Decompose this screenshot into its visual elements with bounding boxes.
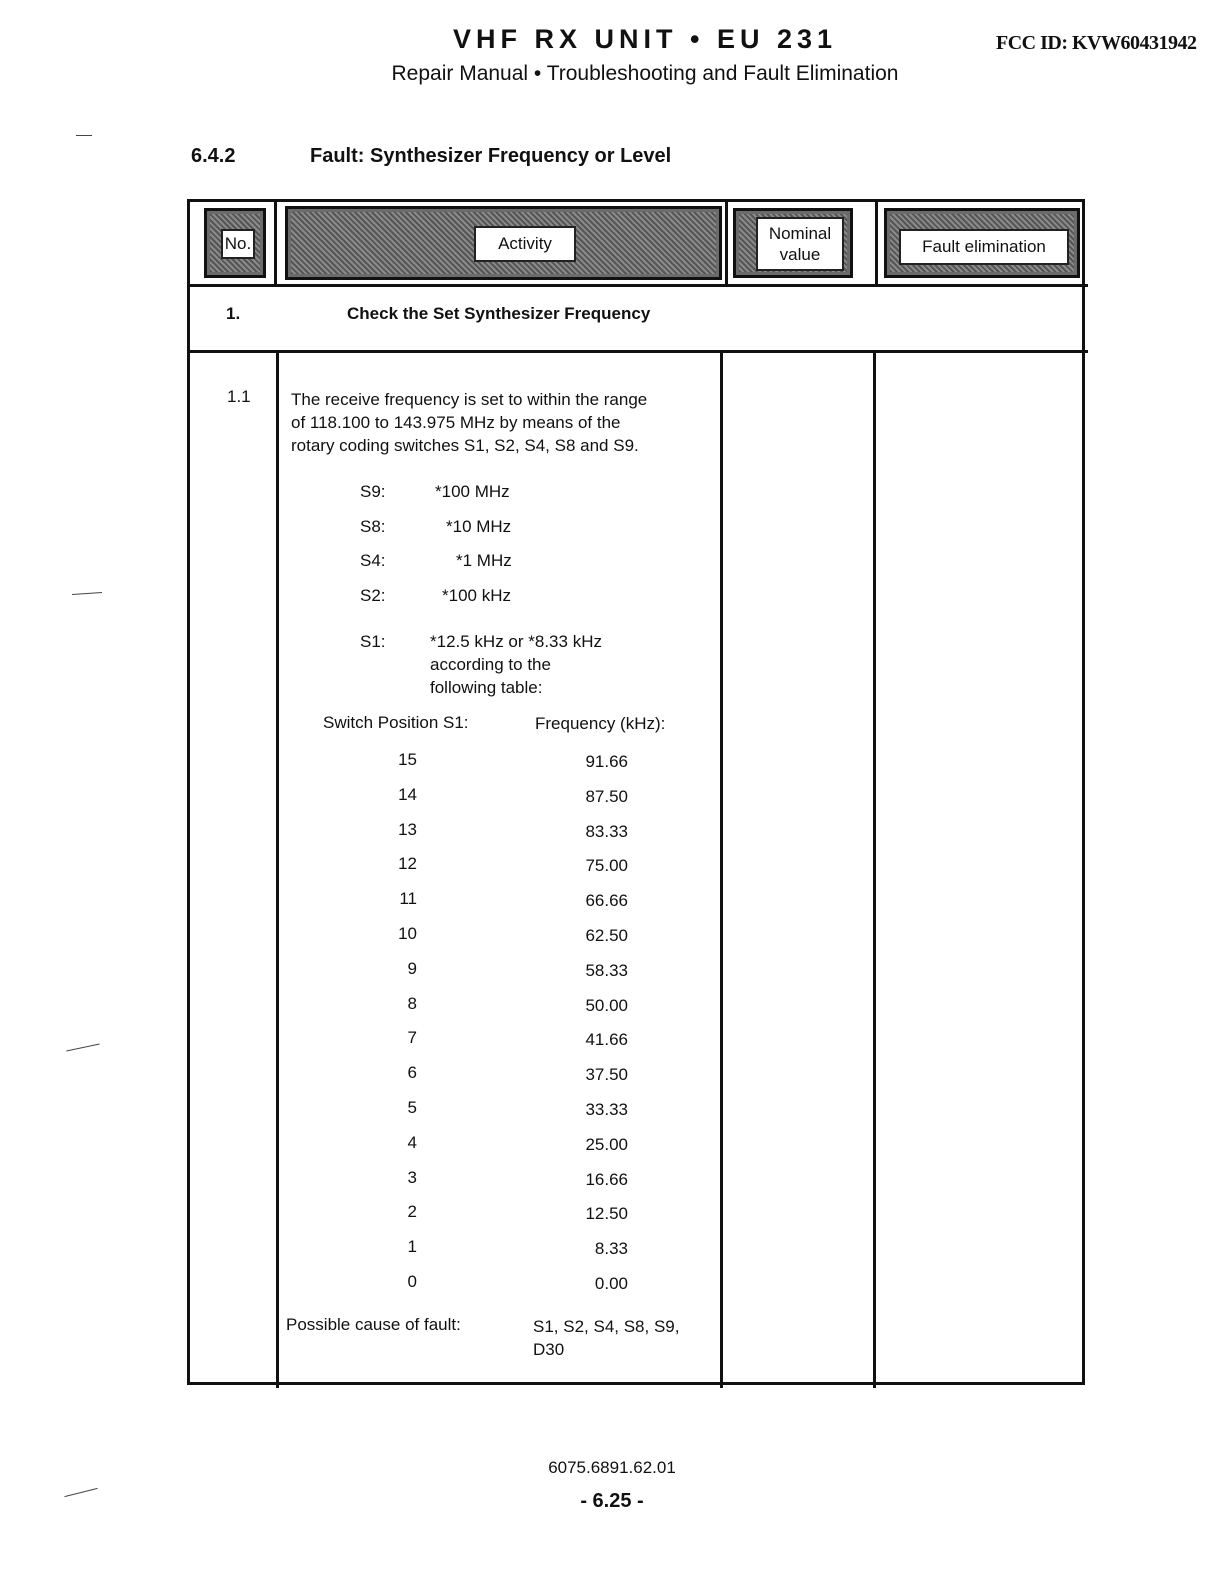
s1-line-2: according to the xyxy=(430,655,551,674)
freq-row-position: 12 xyxy=(398,854,417,874)
substep-number: 1.1 xyxy=(227,387,251,406)
freq-row-frequency: 66.66 xyxy=(585,891,628,911)
switch-value: *10 MHz xyxy=(446,517,512,536)
s1-line-3: following table: xyxy=(430,678,543,697)
freq-row-position: 9 xyxy=(407,958,417,978)
document-title: VHF RX UNIT • EU 231 xyxy=(452,24,837,54)
freq-row-frequency: 58.33 xyxy=(585,960,628,980)
freq-row-position: 5 xyxy=(407,1098,417,1117)
freq-row-position: 13 xyxy=(398,819,417,839)
freq-row-frequency: 8.33 xyxy=(594,1239,628,1259)
freq-row-frequency: 16.66 xyxy=(585,1169,628,1189)
switch-value: *100 kHz xyxy=(442,586,511,605)
possible-cause-line-2: D30 xyxy=(533,1340,565,1359)
freq-row-position: 15 xyxy=(398,750,417,769)
switch-name: S9: xyxy=(360,482,386,501)
header-fault-label: Fault elimination xyxy=(899,229,1069,265)
freq-row-frequency: 62.50 xyxy=(585,926,628,945)
freq-row-position: 14 xyxy=(398,784,417,804)
freq-row-frequency: 75.00 xyxy=(585,856,628,876)
scan-mark xyxy=(76,135,92,136)
s1-line-1: *12.5 kHz or *8.33 kHz xyxy=(430,632,602,651)
freq-row-position: 10 xyxy=(398,924,417,943)
page-number: - 6.25 - xyxy=(580,1490,644,1512)
switch-value: *100 MHz xyxy=(435,482,510,501)
section-number: 6.4.2 xyxy=(191,145,236,167)
header-activity-label: Activity xyxy=(474,226,576,262)
freq-row-position: 0 xyxy=(407,1272,417,1291)
document-subtitle: Repair Manual • Troubleshooting and Fault Elimination xyxy=(391,62,899,85)
header-cell-nominal xyxy=(733,208,853,278)
freq-row-position: 7 xyxy=(407,1028,417,1048)
possible-cause-label: Possible cause of fault: xyxy=(286,1315,461,1334)
freq-row-frequency: 12.50 xyxy=(585,1204,628,1224)
header-nominal-label: Nominal value xyxy=(756,217,844,271)
step-number: 1. xyxy=(226,304,241,323)
header-cell-no xyxy=(204,208,266,278)
switch-name: S4: xyxy=(360,551,386,570)
freq-col-position: Switch Position S1: xyxy=(323,713,469,732)
possible-cause-line-1: S1, S2, S4, S8, S9, xyxy=(533,1317,680,1336)
freq-row-frequency: 83.33 xyxy=(585,821,628,841)
intro-line-3: rotary coding switches S1, S2, S4, S8 and S9. xyxy=(291,436,639,455)
freq-row-position: 8 xyxy=(407,993,417,1013)
step-title: Check the Set Synthesizer Frequency xyxy=(347,304,651,323)
freq-row-frequency: 50.00 xyxy=(585,995,628,1015)
freq-row-position: 1 xyxy=(407,1237,417,1257)
freq-row-position: 11 xyxy=(399,889,417,909)
switch-name: S8: xyxy=(360,517,386,536)
header-no-label: No. xyxy=(221,229,255,259)
switch-name: S2: xyxy=(360,586,386,605)
freq-row-frequency: 41.66 xyxy=(585,1030,628,1050)
freq-row-frequency: 0.00 xyxy=(594,1274,628,1293)
s1-name: S1: xyxy=(360,632,386,651)
scan-mark xyxy=(66,1043,99,1051)
freq-row-position: 2 xyxy=(407,1202,417,1222)
switch-value: *1 MHz xyxy=(456,551,512,570)
document-number: 6075.6891.62.01 xyxy=(548,1458,676,1477)
fcc-id: FCC ID: KVW60431942 xyxy=(996,32,1197,54)
intro-line-1: The receive frequency is set to within the range xyxy=(291,390,648,409)
freq-row-frequency: 33.33 xyxy=(585,1100,628,1119)
freq-row-position: 4 xyxy=(407,1132,417,1152)
freq-row-frequency: 37.50 xyxy=(585,1065,628,1085)
scan-mark xyxy=(72,592,102,595)
section-title: Fault: Synthesizer Frequency or Level xyxy=(310,145,672,167)
freq-row-position: 6 xyxy=(407,1063,417,1083)
freq-row-frequency: 25.00 xyxy=(585,1134,628,1154)
fault-table xyxy=(187,199,1085,1385)
freq-row-position: 3 xyxy=(407,1167,417,1187)
header-cell-fault-elimination xyxy=(884,208,1080,278)
freq-col-frequency: Frequency (kHz): xyxy=(535,714,666,733)
freq-row-frequency: 87.50 xyxy=(585,786,628,806)
header-cell-activity xyxy=(285,206,722,280)
freq-row-frequency: 91.66 xyxy=(585,752,628,771)
intro-line-2: of 118.100 to 143.975 MHz by means of the xyxy=(291,413,621,432)
